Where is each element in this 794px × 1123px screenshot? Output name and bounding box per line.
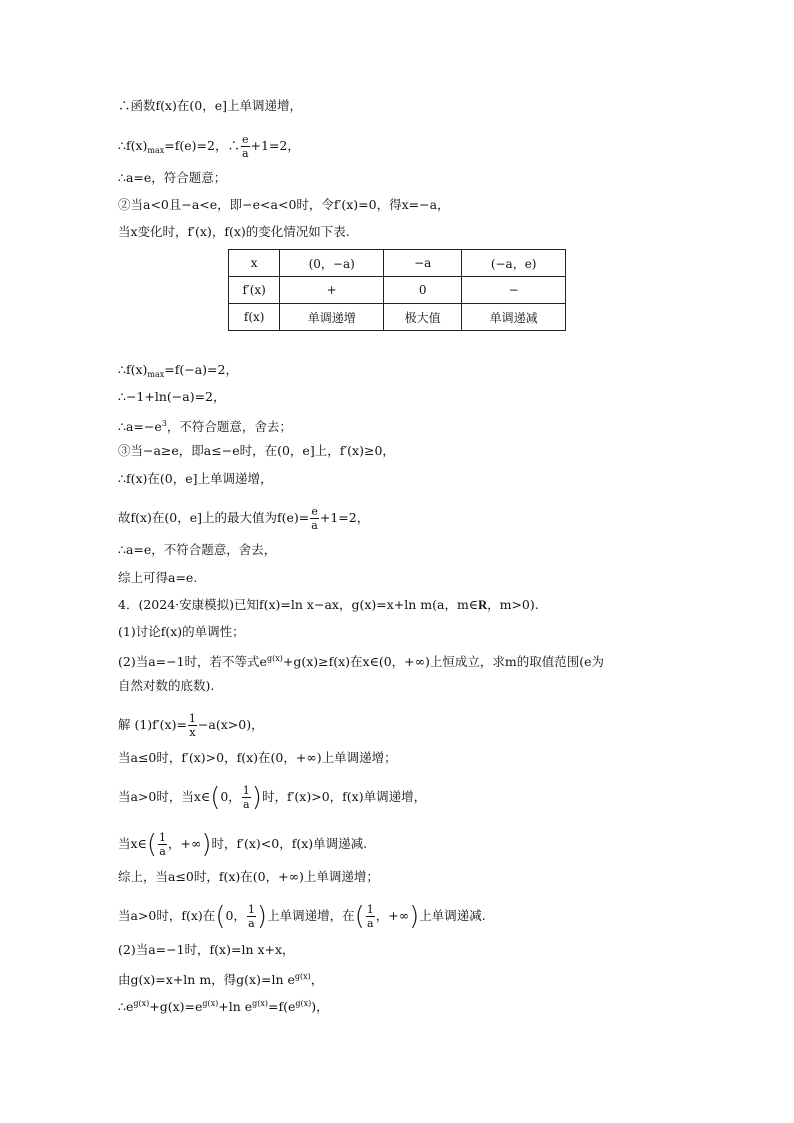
line-4: ②当a<0且−a<e，即−e<a<0时，令f′(x)=0，得x=−a， <box>118 197 450 212</box>
solution-line-8: 由g(x)=x+ln m，得g(x)=ln $e^{g(x)}$， <box>118 972 324 987</box>
right-paren: ) <box>256 901 268 932</box>
table-row <box>229 250 566 277</box>
table-cell: −a <box>384 250 462 277</box>
variation-table <box>228 249 566 331</box>
problem-4-part-2-cont: 自然对数的底数). <box>118 678 215 693</box>
problem-4-part-2: (2)当a=−1时，若不等式$e^{g(x)}+g(x)\ge f(x)$在x∈(0，+∞)上恒成立，求m的取值范围(e为 <box>118 654 605 669</box>
line-5: 当x变化时，f′(x)，f(x)的变化情况如下表. <box>118 224 350 239</box>
solution-line-2: 当a≤0时，f′(x)>0，f(x)在(0，+∞)上单调递增； <box>118 750 397 765</box>
fraction-1-over-x: $\frac{1}{x}$ <box>188 712 196 739</box>
table-cell: (−a，e) <box>462 250 566 277</box>
line-10: ∴f(x)在(0，e]上单调递增， <box>118 471 273 486</box>
table-cell: 单调递增 <box>280 304 384 331</box>
line-13: 综上可得a=e. <box>118 570 198 585</box>
solution-line-9: $\therefore e^{g(x)}+g(x)=e^{g(x)}+\ln$ $e^{g(x)}=f(e^{g(x)})$， <box>118 999 329 1014</box>
table-cell: − <box>462 277 566 304</box>
table-cell: (0，−a) <box>280 250 384 277</box>
table-cell: 极大值 <box>384 304 462 331</box>
table-row <box>229 277 566 304</box>
table-cell: 单调递减 <box>462 304 566 331</box>
fraction-1-over-a: $\frac{1}{a}$ <box>247 903 255 930</box>
solution-line-5: 综上，当a≤0时，f(x)在(0，+∞)上单调递增； <box>118 869 379 884</box>
right-paren: ) <box>251 782 262 813</box>
problem-4-statement: 4．(2024·安康模拟)已知f(x)=ln x−ax，g(x)=x+ln m(a，m∈R，m>0). <box>118 597 539 612</box>
solution-line-7: (2)当a=−1时，f(x)=ln x+x， <box>118 942 295 957</box>
solution-line-4: 当x∈( $\frac{1}{a}$ ，+∞)时，f′(x)<0，f(x)单调递减. <box>118 829 368 860</box>
line-7: ∴−1+ln(−a)=2， <box>118 389 226 404</box>
line-3: ∴a=e，符合题意； <box>118 170 227 185</box>
fraction-e-over-a: $\frac{e}{a}$ <box>311 505 318 532</box>
solution-line-1: 解 (1)f′(x)= $\frac{1}{x}$ −a(x>0)， <box>118 712 264 739</box>
solution-line-3: 当a>0时，当x∈(0， $\frac{1}{a}$ )时，f′(x)>0，f(x)单调递增， <box>118 782 427 813</box>
left-paren: ( <box>215 901 226 932</box>
left-paren: ( <box>146 829 157 860</box>
line-8: $\therefore a=-e^3$，不符合题意，舍去； <box>118 419 292 434</box>
problem-4-part-1: (1)讨论f(x)的单调性； <box>118 624 245 639</box>
line-6: $\therefore f(x)_{max}=f(-a)=2$， <box>118 362 238 379</box>
line-1: ∴函数f(x)在(0，e]上单调递增， <box>118 98 303 113</box>
table-cell: x <box>229 250 280 277</box>
line-9: ③当−a≥e，即a≤−e时，在(0，e]上，f′(x)≥0， <box>118 443 395 458</box>
fraction-1-over-a: $\frac{1}{a}$ <box>158 831 166 858</box>
table-cell: f′(x) <box>229 277 280 304</box>
table-row <box>229 304 566 331</box>
left-paren: ( <box>210 782 221 813</box>
right-paren: ) <box>409 901 420 932</box>
solution-line-6: 当a>0时，f(x)在(0， $\frac{1}{a}$ )上单调递增，在( $\frac{1}{a}$ ，+∞)上单调递减. <box>118 901 486 932</box>
fraction-1-over-a: $\frac{1}{a}$ <box>242 784 250 811</box>
fraction-1-over-a: $\frac{1}{a}$ <box>366 903 374 930</box>
left-paren: ( <box>354 901 365 932</box>
fraction-e-over-a: $\frac{e}{a}$ <box>241 133 249 160</box>
table-cell: f(x) <box>229 304 280 331</box>
table-cell: + <box>280 277 384 304</box>
line-2: $\therefore f(x)_{max}=f(e)=2$，∴ $\frac{e}{a}$ +1=2， <box>118 133 300 160</box>
line-12: ∴a=e，不符合题意，舍去， <box>118 542 277 557</box>
table-cell: 0 <box>384 277 462 304</box>
line-11: 故f(x)在(0，e]上的最大值为f(e)= $\frac{e}{a}$ +1=2， <box>118 505 370 532</box>
right-paren: ) <box>201 829 212 860</box>
